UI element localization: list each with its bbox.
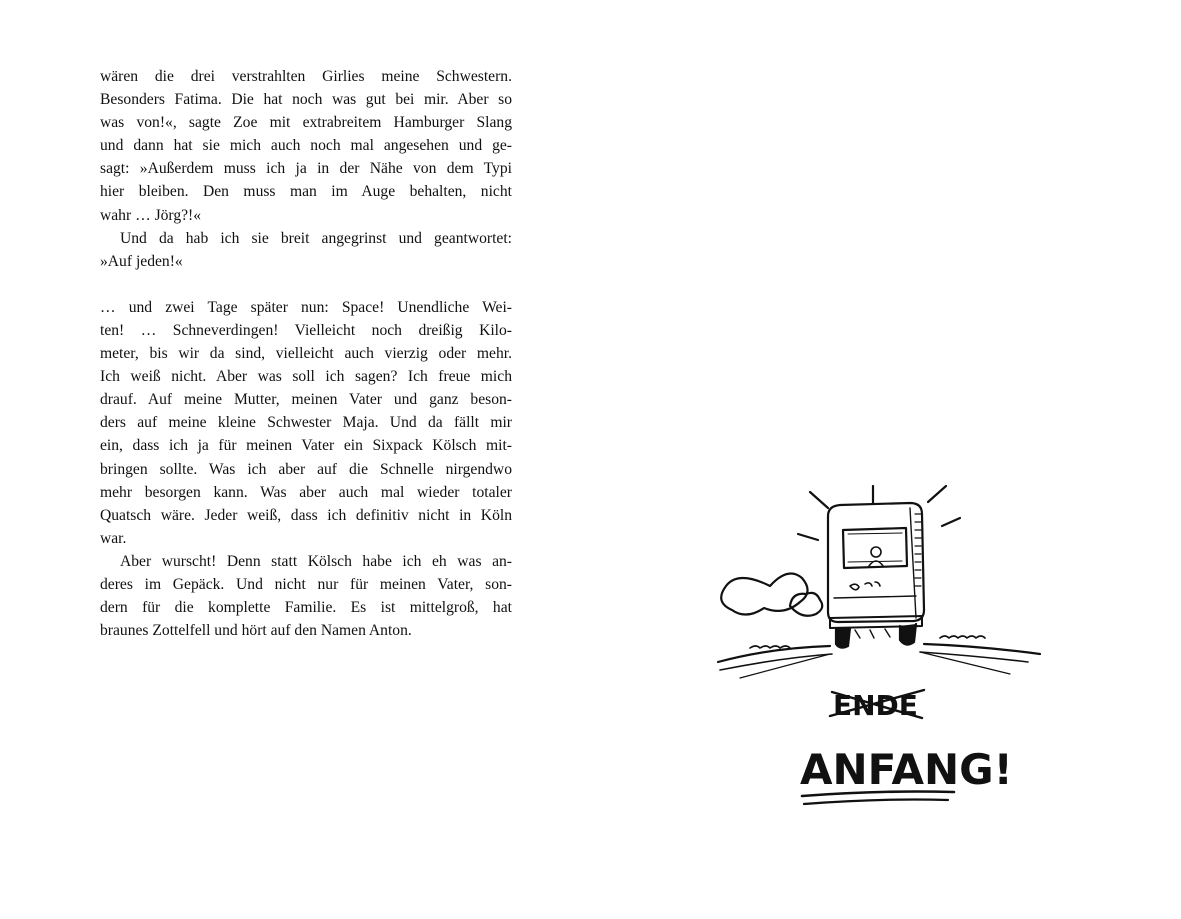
text-line: mehr besorgen kann. Was aber auch mal wieder totaler [100, 483, 512, 501]
text-line: ten! … Schneverdingen! Vielleicht noch dreißig Kilo- [100, 321, 512, 339]
paragraph-1 [100, 65, 512, 227]
road-line [718, 646, 830, 662]
text-line: ders auf meine kleine Schwester Maja. Und da fällt mir [100, 414, 512, 432]
text-line: bringen sollte. Was ich aber auf die Schnelle nirgendwo [100, 460, 512, 478]
text-line: Ich weiß nicht. Aber was soll ich sagen? Ich freue mich [100, 368, 512, 386]
bus-illustration [710, 478, 1050, 818]
text-line: Aber wurscht! Denn statt Kölsch habe ich eh was an- [120, 552, 512, 570]
text-line: hier bleiben. Den muss man im Auge behalten, nicht [100, 183, 512, 201]
text-line: Besonders Fatima. Die hat noch was gut bei mir. Aber so [100, 91, 512, 109]
text-line: braunes Zottelfell und hört auf den Namen Anton. [100, 622, 412, 640]
motion-line [928, 486, 946, 502]
paragraph-2 [100, 227, 512, 273]
text-line: ein, dass ich ja für meinen Vater ein Sixpack Kölsch mit- [100, 437, 512, 455]
motion-line [810, 492, 828, 508]
text-line: drauf. Auf meine Mutter, meinen Vater und ganz beson- [100, 391, 512, 409]
left-page-text [100, 65, 512, 642]
underline [804, 800, 948, 805]
motion-line [798, 534, 818, 540]
text-line: wären die drei verstrahlten Girlies meine Schwestern. [100, 68, 512, 85]
text-line: Und da hab ich sie breit angegrinst und geantwortet: [120, 229, 512, 247]
text-line: meter, bis wir da sind, vielleicht auch vierzig oder mehr. [100, 345, 512, 363]
anfang-word: ANFANG! [800, 745, 1013, 794]
motion-line [942, 518, 960, 526]
paragraph-4 [100, 550, 512, 642]
text-line: war. [100, 529, 127, 547]
paragraph-3 [100, 296, 512, 550]
text-line: wahr … Jörg?!« [100, 206, 202, 224]
crossed-word: ENDE [833, 689, 918, 722]
exhaust-cloud [721, 574, 807, 615]
bus-body [828, 503, 924, 622]
text-line: Quatsch wäre. Jeder weiß, dass ich definitiv nicht in Köln [100, 506, 512, 524]
text-line: und dann hat sie mich auch noch mal angesehen und ge- [100, 137, 512, 155]
section-break [100, 273, 512, 296]
text-line: … und zwei Tage später nun: Space! Unendliche Wei- [100, 298, 512, 316]
driver-head [871, 547, 881, 557]
text-line: dern für die komplette Familie. Es ist mittelgroß, hat [100, 599, 512, 617]
road-line [924, 644, 1040, 654]
text-line: »Auf jeden!« [100, 252, 183, 270]
bus-drawing [710, 478, 1050, 818]
text-line: deres im Gepäck. Und nicht nur für meinen Vater, son- [100, 575, 512, 593]
text-line: was von!«, sagte Zoe mit extrabreitem Hamburger Slang [100, 114, 512, 132]
text-line: sagt: »Außerdem muss ich ja in der Nähe von dem Typi [100, 160, 512, 178]
